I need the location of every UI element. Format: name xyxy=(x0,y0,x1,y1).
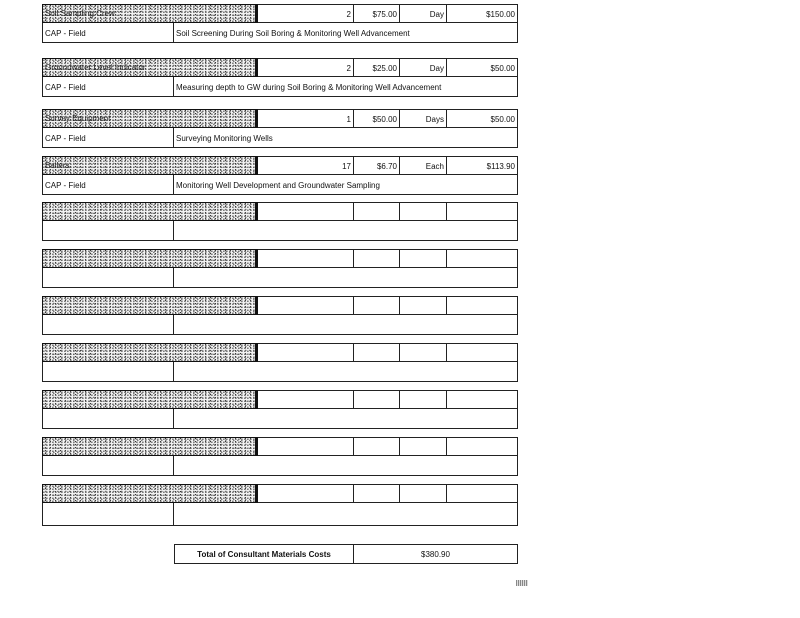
quantity-cell[interactable]: 2 xyxy=(257,5,353,22)
description-cell[interactable]: Measuring depth to GW during Soil Boring & Monitoring Well Advancement xyxy=(176,83,442,92)
unit-cost-cell[interactable]: $6.70 xyxy=(353,157,399,174)
unit-cost-cell[interactable] xyxy=(353,391,399,408)
table-row-detail xyxy=(42,503,518,526)
description-cell[interactable] xyxy=(174,221,517,240)
total-cell xyxy=(446,250,517,267)
category-cell[interactable]: CAP - Field xyxy=(43,77,174,96)
unit-cost-cell[interactable] xyxy=(353,297,399,314)
table-row-detail xyxy=(42,409,518,429)
unit-cell[interactable]: Each xyxy=(399,157,446,174)
description-cell[interactable] xyxy=(174,456,517,475)
item-cell[interactable] xyxy=(43,391,257,408)
quantity-cell[interactable] xyxy=(257,250,353,267)
category-cell[interactable] xyxy=(43,456,174,475)
category-cell[interactable]: CAP - Field xyxy=(43,175,174,194)
unit-cell[interactable] xyxy=(399,203,446,220)
table-row xyxy=(42,249,518,268)
item-cell[interactable]: Soil Sampling Crew xyxy=(43,5,257,22)
table-row-detail xyxy=(42,221,518,241)
unit-cell[interactable] xyxy=(399,438,446,455)
unit-cell[interactable]: Days xyxy=(399,110,446,127)
total-cell xyxy=(446,344,517,361)
category-cell[interactable] xyxy=(43,268,174,287)
item-cell[interactable] xyxy=(43,203,257,220)
quantity-cell[interactable] xyxy=(257,344,353,361)
table-row xyxy=(42,437,518,456)
total-cell: $50.00 xyxy=(446,110,517,127)
table-row xyxy=(42,58,518,77)
description-cell[interactable] xyxy=(174,268,517,287)
total-label: Total of Consultant Materials Costs xyxy=(175,545,354,563)
description-cell[interactable]: Monitoring Well Development and Groundwater Sampling xyxy=(176,181,380,190)
table-row-detail xyxy=(42,268,518,288)
table-row xyxy=(42,109,518,128)
category-cell[interactable] xyxy=(43,221,174,240)
category-cell[interactable] xyxy=(43,362,174,381)
table-row-detail xyxy=(42,77,518,97)
unit-cell[interactable] xyxy=(399,391,446,408)
unit-cell[interactable] xyxy=(399,250,446,267)
total-summary xyxy=(174,544,518,564)
unit-cost-cell[interactable] xyxy=(353,485,399,502)
description-cell[interactable] xyxy=(174,362,517,381)
category-cell[interactable] xyxy=(43,503,174,525)
item-cell[interactable] xyxy=(43,438,257,455)
item-cell[interactable]: Bailers xyxy=(43,157,257,174)
total-cell: $113.90 xyxy=(446,157,517,174)
description-cell[interactable] xyxy=(174,409,517,428)
table-row xyxy=(42,390,518,409)
item-cell[interactable] xyxy=(43,344,257,361)
page-marker-icon xyxy=(516,580,528,586)
unit-cost-cell[interactable] xyxy=(353,250,399,267)
quantity-cell[interactable] xyxy=(257,438,353,455)
unit-cost-cell[interactable] xyxy=(353,203,399,220)
unit-cell[interactable] xyxy=(399,344,446,361)
quantity-cell[interactable] xyxy=(257,203,353,220)
unit-cost-cell[interactable] xyxy=(353,438,399,455)
total-cell xyxy=(446,203,517,220)
description-cell[interactable]: Soil Screening During Soil Boring & Monitoring Well Advancement xyxy=(176,29,410,38)
description-cell[interactable] xyxy=(174,315,517,334)
category-cell[interactable]: CAP - Field xyxy=(43,128,174,147)
quantity-cell[interactable]: 17 xyxy=(257,157,353,174)
table-row-detail xyxy=(42,315,518,335)
unit-cost-cell[interactable]: $75.00 xyxy=(353,5,399,22)
table-row-detail xyxy=(42,456,518,476)
table-row xyxy=(42,202,518,221)
item-cell[interactable] xyxy=(43,485,257,502)
total-cell xyxy=(446,485,517,502)
unit-cost-cell[interactable] xyxy=(353,344,399,361)
unit-cost-cell[interactable]: $25.00 xyxy=(353,59,399,76)
description-cell[interactable] xyxy=(174,503,517,525)
category-cell[interactable] xyxy=(43,315,174,334)
total-cell xyxy=(446,438,517,455)
table-row-detail xyxy=(42,23,518,43)
quantity-cell[interactable] xyxy=(257,391,353,408)
unit-cell[interactable] xyxy=(399,297,446,314)
total-cell: $50.00 xyxy=(446,59,517,76)
table-row-detail xyxy=(42,362,518,382)
unit-cell[interactable]: Day xyxy=(399,5,446,22)
unit-cost-cell[interactable]: $50.00 xyxy=(353,110,399,127)
table-row xyxy=(42,156,518,175)
total-cell xyxy=(446,391,517,408)
item-cell[interactable] xyxy=(43,297,257,314)
total-cell xyxy=(446,297,517,314)
quantity-cell[interactable]: 2 xyxy=(257,59,353,76)
unit-cell[interactable] xyxy=(399,485,446,502)
description-cell[interactable]: Surveying Monitoring Wells xyxy=(176,134,273,143)
table-row xyxy=(42,4,518,23)
quantity-cell[interactable] xyxy=(257,485,353,502)
table-row xyxy=(42,296,518,315)
table-row xyxy=(42,484,518,503)
item-cell[interactable] xyxy=(43,250,257,267)
quantity-cell[interactable]: 1 xyxy=(257,110,353,127)
category-cell[interactable] xyxy=(43,409,174,428)
table-row-detail xyxy=(42,128,518,148)
unit-cell[interactable]: Day xyxy=(399,59,446,76)
total-cell: $150.00 xyxy=(446,5,517,22)
category-cell[interactable]: CAP - Field xyxy=(43,23,174,42)
quantity-cell[interactable] xyxy=(257,297,353,314)
item-cell[interactable]: Survey Equipment xyxy=(43,110,257,127)
total-value: $380.90 xyxy=(421,550,450,559)
table-row-detail xyxy=(42,175,518,195)
table-row xyxy=(42,343,518,362)
item-cell[interactable]: Groundwater Level Indicator xyxy=(43,59,257,76)
